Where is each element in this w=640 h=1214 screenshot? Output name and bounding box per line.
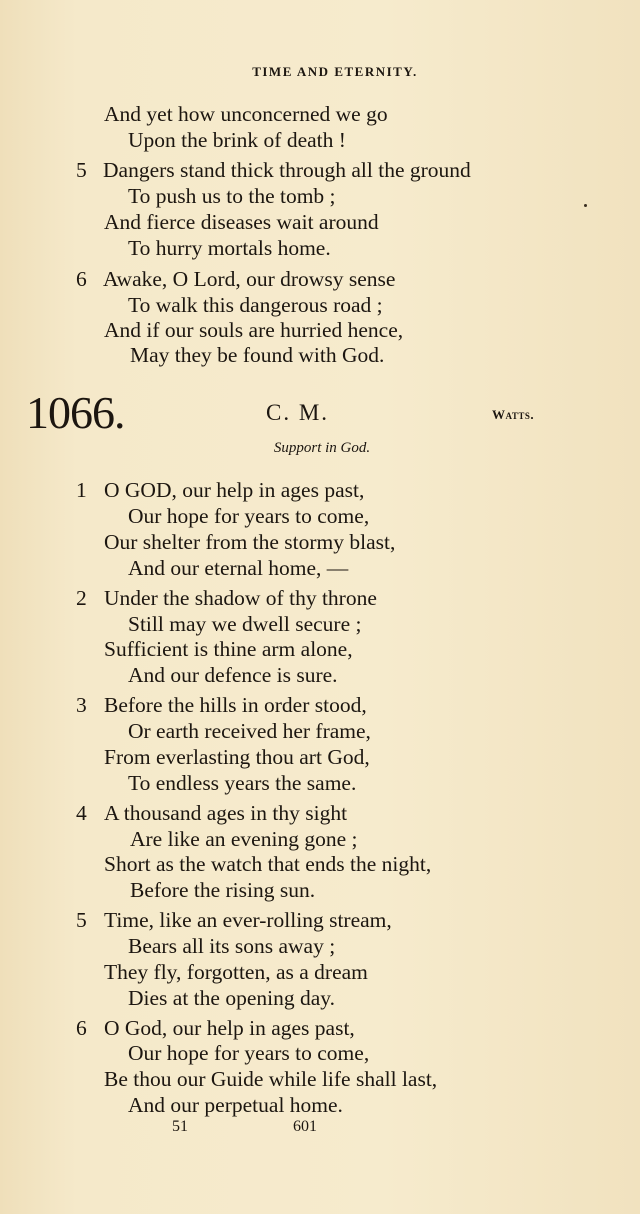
- hymn-author: Watts.: [492, 407, 535, 422]
- verse-1-line-1: O GOD, our help in ages past,: [104, 478, 365, 502]
- verse-6-line-4: And our perpetual home.: [128, 1093, 343, 1117]
- verse-2-line-3: Sufficient is thine arm alone,: [104, 637, 353, 661]
- verse-4-line-3: Short as the watch that ends the night,: [104, 852, 432, 876]
- running-header: TIME AND ETERNITY.: [252, 64, 418, 79]
- continuation-line-1: And yet how unconcerned we go: [104, 102, 388, 126]
- verse-1-line-2: Our hope for years to come,: [128, 504, 370, 528]
- verse-3-line-3: From everlasting thou art God,: [104, 745, 370, 769]
- prev-verse-6-line-4: May they be found with God.: [130, 343, 385, 367]
- prev-verse-5-line-2: To push us to the tomb ;: [128, 184, 336, 208]
- verse-5-line-2: Bears all its sons away ;: [128, 934, 336, 958]
- page-number: 601: [293, 1118, 317, 1135]
- verse-2-line-2: Still may we dwell secure ;: [128, 612, 362, 636]
- verse-6-line-2: Our hope for years to come,: [128, 1041, 370, 1065]
- verse-number-3: 3: [76, 693, 87, 717]
- prev-verse-number-6: 6: [76, 267, 87, 291]
- prev-verse-6-line-3: And if our souls are hurried hence,: [104, 318, 404, 342]
- verse-3-line-4: To endless years the same.: [128, 771, 357, 795]
- prev-verse-6-line-1: Awake, O Lord, our drowsy sense: [103, 267, 396, 291]
- prev-verse-5-line-1: Dangers stand thick through all the ground: [103, 158, 471, 182]
- hymn-meter: C. M.: [266, 400, 330, 425]
- verse-3-line-2: Or earth received her frame,: [128, 719, 371, 743]
- verse-number-6: 6: [76, 1016, 87, 1040]
- ink-speck: [584, 204, 587, 207]
- verse-4-line-4: Before the rising sun.: [130, 878, 316, 902]
- verse-number-5: 5: [76, 908, 87, 932]
- verse-6-line-1: O God, our help in ages past,: [104, 1016, 355, 1040]
- verse-5-line-3: They fly, forgotten, as a dream: [104, 960, 368, 984]
- verse-1-line-3: Our shelter from the stormy blast,: [104, 530, 396, 554]
- prev-verse-5-line-3: And fierce diseases wait around: [104, 210, 379, 234]
- verse-number-2: 2: [76, 586, 87, 610]
- verse-2-line-1: Under the shadow of thy throne: [104, 586, 377, 610]
- prev-verse-number-5: 5: [76, 158, 87, 182]
- signature-mark: 51: [172, 1118, 188, 1135]
- prev-verse-5-line-4: To hurry mortals home.: [128, 236, 331, 260]
- hymn-number: 1066.: [26, 387, 125, 438]
- verse-3-line-1: Before the hills in order stood,: [104, 693, 367, 717]
- verse-1-line-4: And our eternal home, —: [128, 556, 349, 580]
- verse-6-line-3: Be thou our Guide while life shall last,: [104, 1067, 438, 1091]
- verse-2-line-4: And our defence is sure.: [128, 663, 338, 687]
- verse-5-line-1: Time, like an ever-rolling stream,: [104, 908, 392, 932]
- prev-verse-6-line-2: To walk this dangerous road ;: [128, 293, 383, 317]
- hymn-subtitle: Support in God.: [273, 440, 371, 456]
- verse-number-1: 1: [76, 478, 87, 502]
- verse-5-line-4: Dies at the opening day.: [128, 986, 335, 1010]
- continuation-line-2: Upon the brink of death !: [128, 128, 346, 152]
- verse-4-line-1: A thousand ages in thy sight: [104, 801, 348, 825]
- verse-number-4: 4: [76, 801, 87, 825]
- verse-4-line-2: Are like an evening gone ;: [130, 827, 358, 851]
